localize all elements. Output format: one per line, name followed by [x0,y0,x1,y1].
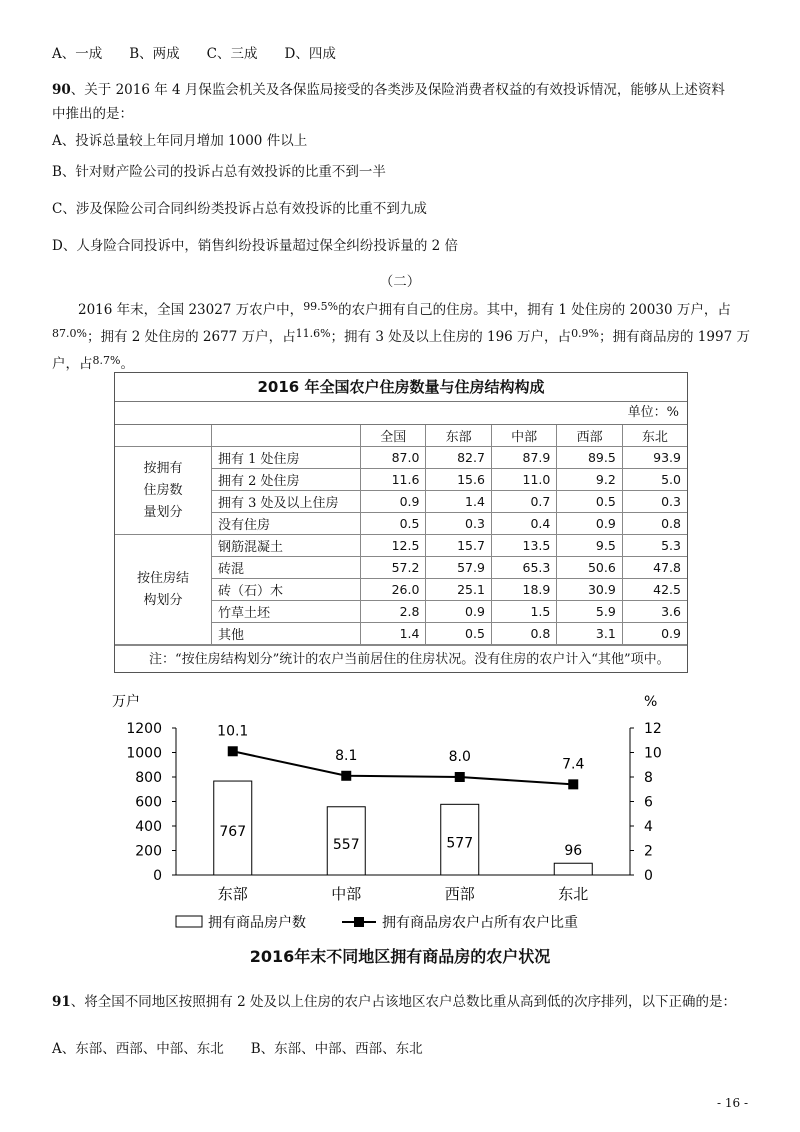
cell: 3.1 [557,623,622,645]
y-tick-label: 800 [135,770,162,786]
ratio-point [228,746,238,756]
cell: 13.5 [491,535,556,557]
col-header: 西部 [557,425,622,447]
y-tick-label: 400 [135,819,162,835]
bar-value-label: 577 [446,835,474,852]
cell: 0.9 [361,491,426,513]
ratio-line [233,751,574,784]
row-label: 没有住房 [212,513,361,535]
row-label: 钢筋混凝土 [212,535,361,557]
intro-paragraph [52,297,752,378]
y-tick-label: 200 [135,843,162,860]
cell: 26.0 [361,579,426,601]
cell: 15.6 [426,469,491,491]
cell: 5.3 [622,535,687,557]
cell: 9.5 [557,535,622,557]
cell: 25.1 [426,579,491,601]
q91-stem-text: 、将全国不同地区按照拥有 2 处及以上住房的农户占该地区农户总数比重从高到低的次序排列，以下正确的是： [70,994,736,1010]
ratio-point [341,771,351,781]
bar-value-label: 557 [332,836,360,853]
table-row [115,535,687,557]
cell: 0.8 [491,623,556,645]
cell: 93.9 [622,447,687,469]
y2-tick-label: 8 [644,770,653,786]
y-tick-label: 600 [135,794,162,811]
cell: 11.6 [361,469,426,491]
commodity-housing-chart [110,690,700,940]
housing-table [114,372,688,673]
q90-stem-line1 [52,80,725,100]
cell: 65.3 [491,557,556,579]
y2-tick-label: 6 [644,794,653,811]
group-label: 按住房结 构划分 [115,535,212,645]
intro-pct-2: 87.0% [52,327,87,340]
y-tick-label: 0 [153,868,162,884]
q90-stem-text: 、关于 2016 年 4 月保监会机关及各保监局接受的各类涉及保险消费者权益的有效投诉情况，能够从上述资料 [70,82,725,98]
cell: 30.9 [557,579,622,601]
table-row [115,447,687,469]
ratio-point [455,772,465,782]
intro-text-4: ；拥有 3 处及以上住房的 196 万户，占 [330,329,572,345]
col-header: 东部 [426,425,491,447]
row-label: 竹草土坯 [212,601,361,623]
cell: 82.7 [426,447,491,469]
q90-option-b: B、针对财产险公司的投诉占总有效投诉的比重不到一半 [52,164,386,180]
cell: 0.5 [557,491,622,513]
y-axis-label: 万户 [112,694,140,710]
cell: 9.2 [557,469,622,491]
cell: 1.5 [491,601,556,623]
cell: 0.4 [491,513,556,535]
legend-bar-label: 拥有商品房户数 [208,915,306,931]
intro-text-2: 的农户拥有自己的住房。其中，拥有 1 处住房的 20030 万户，占 [338,302,731,318]
q90-number: 90 [52,82,71,98]
table-note: 注：“按住房结构划分”统计的农户当前居住的住房状况。没有住房的农户计入“其他”项中。 [115,645,687,672]
cell: 15.7 [426,535,491,557]
y2-tick-label: 4 [644,819,653,835]
cell: 50.6 [557,557,622,579]
ratio-point [568,779,578,789]
cell: 87.0 [361,447,426,469]
cell: 89.5 [557,447,622,469]
intro-pct-3: 11.6% [295,327,331,340]
ratio-value-label: 8.0 [448,749,471,765]
row-label: 砖混 [212,557,361,579]
intro-pct-4: 0.9% [571,327,600,340]
y2-tick-label: 10 [644,745,662,762]
y2-tick-label: 2 [644,843,653,860]
cell: 0.3 [426,513,491,535]
q91-options: A、东部、西部、中部、东北 B、东部、中部、西部、东北 [52,1041,423,1057]
cell: 0.9 [426,601,491,623]
page-number: - 16 - [716,1096,748,1110]
row-label: 拥有 3 处及以上住房 [212,491,361,513]
table-unit: 单位：% [115,402,687,425]
bar-value-label: 96 [564,843,583,860]
ratio-value-label: 10.1 [217,723,249,740]
intro-text-6: 。 [120,356,134,372]
cell: 87.9 [491,447,556,469]
col-header: 中部 [491,425,556,447]
cell: 1.4 [361,623,426,645]
cell: 0.8 [622,513,687,535]
x-tick-label: 西部 [444,885,475,903]
table-header-row [115,425,687,447]
legend-line-label: 拥有商品房农户占所有农户比重 [382,915,578,931]
legend-bar-swatch [176,916,202,927]
row-label: 砖（石）木 [212,579,361,601]
cell: 47.8 [622,557,687,579]
col-header: 东北 [622,425,687,447]
y-tick-label: 1000 [126,745,162,762]
bar-value-label: 767 [219,824,247,841]
cell: 42.5 [622,579,687,601]
cell: 2.8 [361,601,426,623]
section-title: （二） [379,274,421,290]
x-tick-label: 中部 [331,885,362,903]
ratio-value-label: 7.4 [562,756,585,773]
cell: 5.9 [557,601,622,623]
cell: 0.7 [491,491,556,513]
cell: 57.9 [426,557,491,579]
q90-stem-line2: 中推出的是： [52,106,133,122]
y-tick-label: 1200 [126,721,162,737]
x-tick-label: 东部 [217,885,248,903]
q90-option-a: A、投诉总量较上年同月增加 1000 件以上 [52,133,308,149]
y2-tick-label: 12 [644,721,662,737]
ratio-value-label: 8.1 [335,747,358,764]
intro-pct-1: 99.5% [303,300,339,313]
cell: 1.4 [426,491,491,513]
q90-option-c: C、涉及保险公司合同纠纷类投诉占总有效投诉的比重不到九成 [52,201,427,217]
x-tick-label: 东北 [558,885,589,903]
intro-text-3: ；拥有 2 处住房的 2677 万户，占 [86,329,296,345]
q89-options: A、一成 B、两成 C、三成 D、四成 [52,46,336,62]
group-label: 按拥有 住房数 量划分 [115,447,212,535]
cell: 12.5 [361,535,426,557]
cell: 0.9 [557,513,622,535]
row-label: 其他 [212,623,361,645]
intro-text-5: ；拥有商品房的 1997 万户，占 [52,329,750,372]
y2-axis-label: % [644,694,658,710]
cell: 18.9 [491,579,556,601]
q90-option-d: D、人身险合同投诉中，销售纠纷投诉量超过保全纠纷投诉量的 2 倍 [52,238,458,254]
legend-line-marker [354,917,364,927]
table-title: 2016 年全国农户住房数量与住房结构构成 [115,373,687,402]
cell: 0.3 [622,491,687,513]
cell: 57.2 [361,557,426,579]
row-label: 拥有 1 处住房 [212,447,361,469]
chart-title: 2016年末不同地区拥有商品房的农户状况 [249,947,551,966]
q91-stem [52,992,736,1012]
cell: 3.6 [622,601,687,623]
q91-number: 91 [52,994,71,1010]
cell: 0.5 [361,513,426,535]
table-body [115,425,687,645]
intro-pct-5: 8.7% [92,354,121,367]
cell: 0.9 [622,623,687,645]
row-label: 拥有 2 处住房 [212,469,361,491]
bar [554,863,592,875]
col-header: 全国 [361,425,426,447]
intro-text-1: 2016 年末，全国 23027 万农户中， [78,302,304,318]
cell: 11.0 [491,469,556,491]
cell: 0.5 [426,623,491,645]
cell: 5.0 [622,469,687,491]
y2-tick-label: 0 [644,868,653,884]
